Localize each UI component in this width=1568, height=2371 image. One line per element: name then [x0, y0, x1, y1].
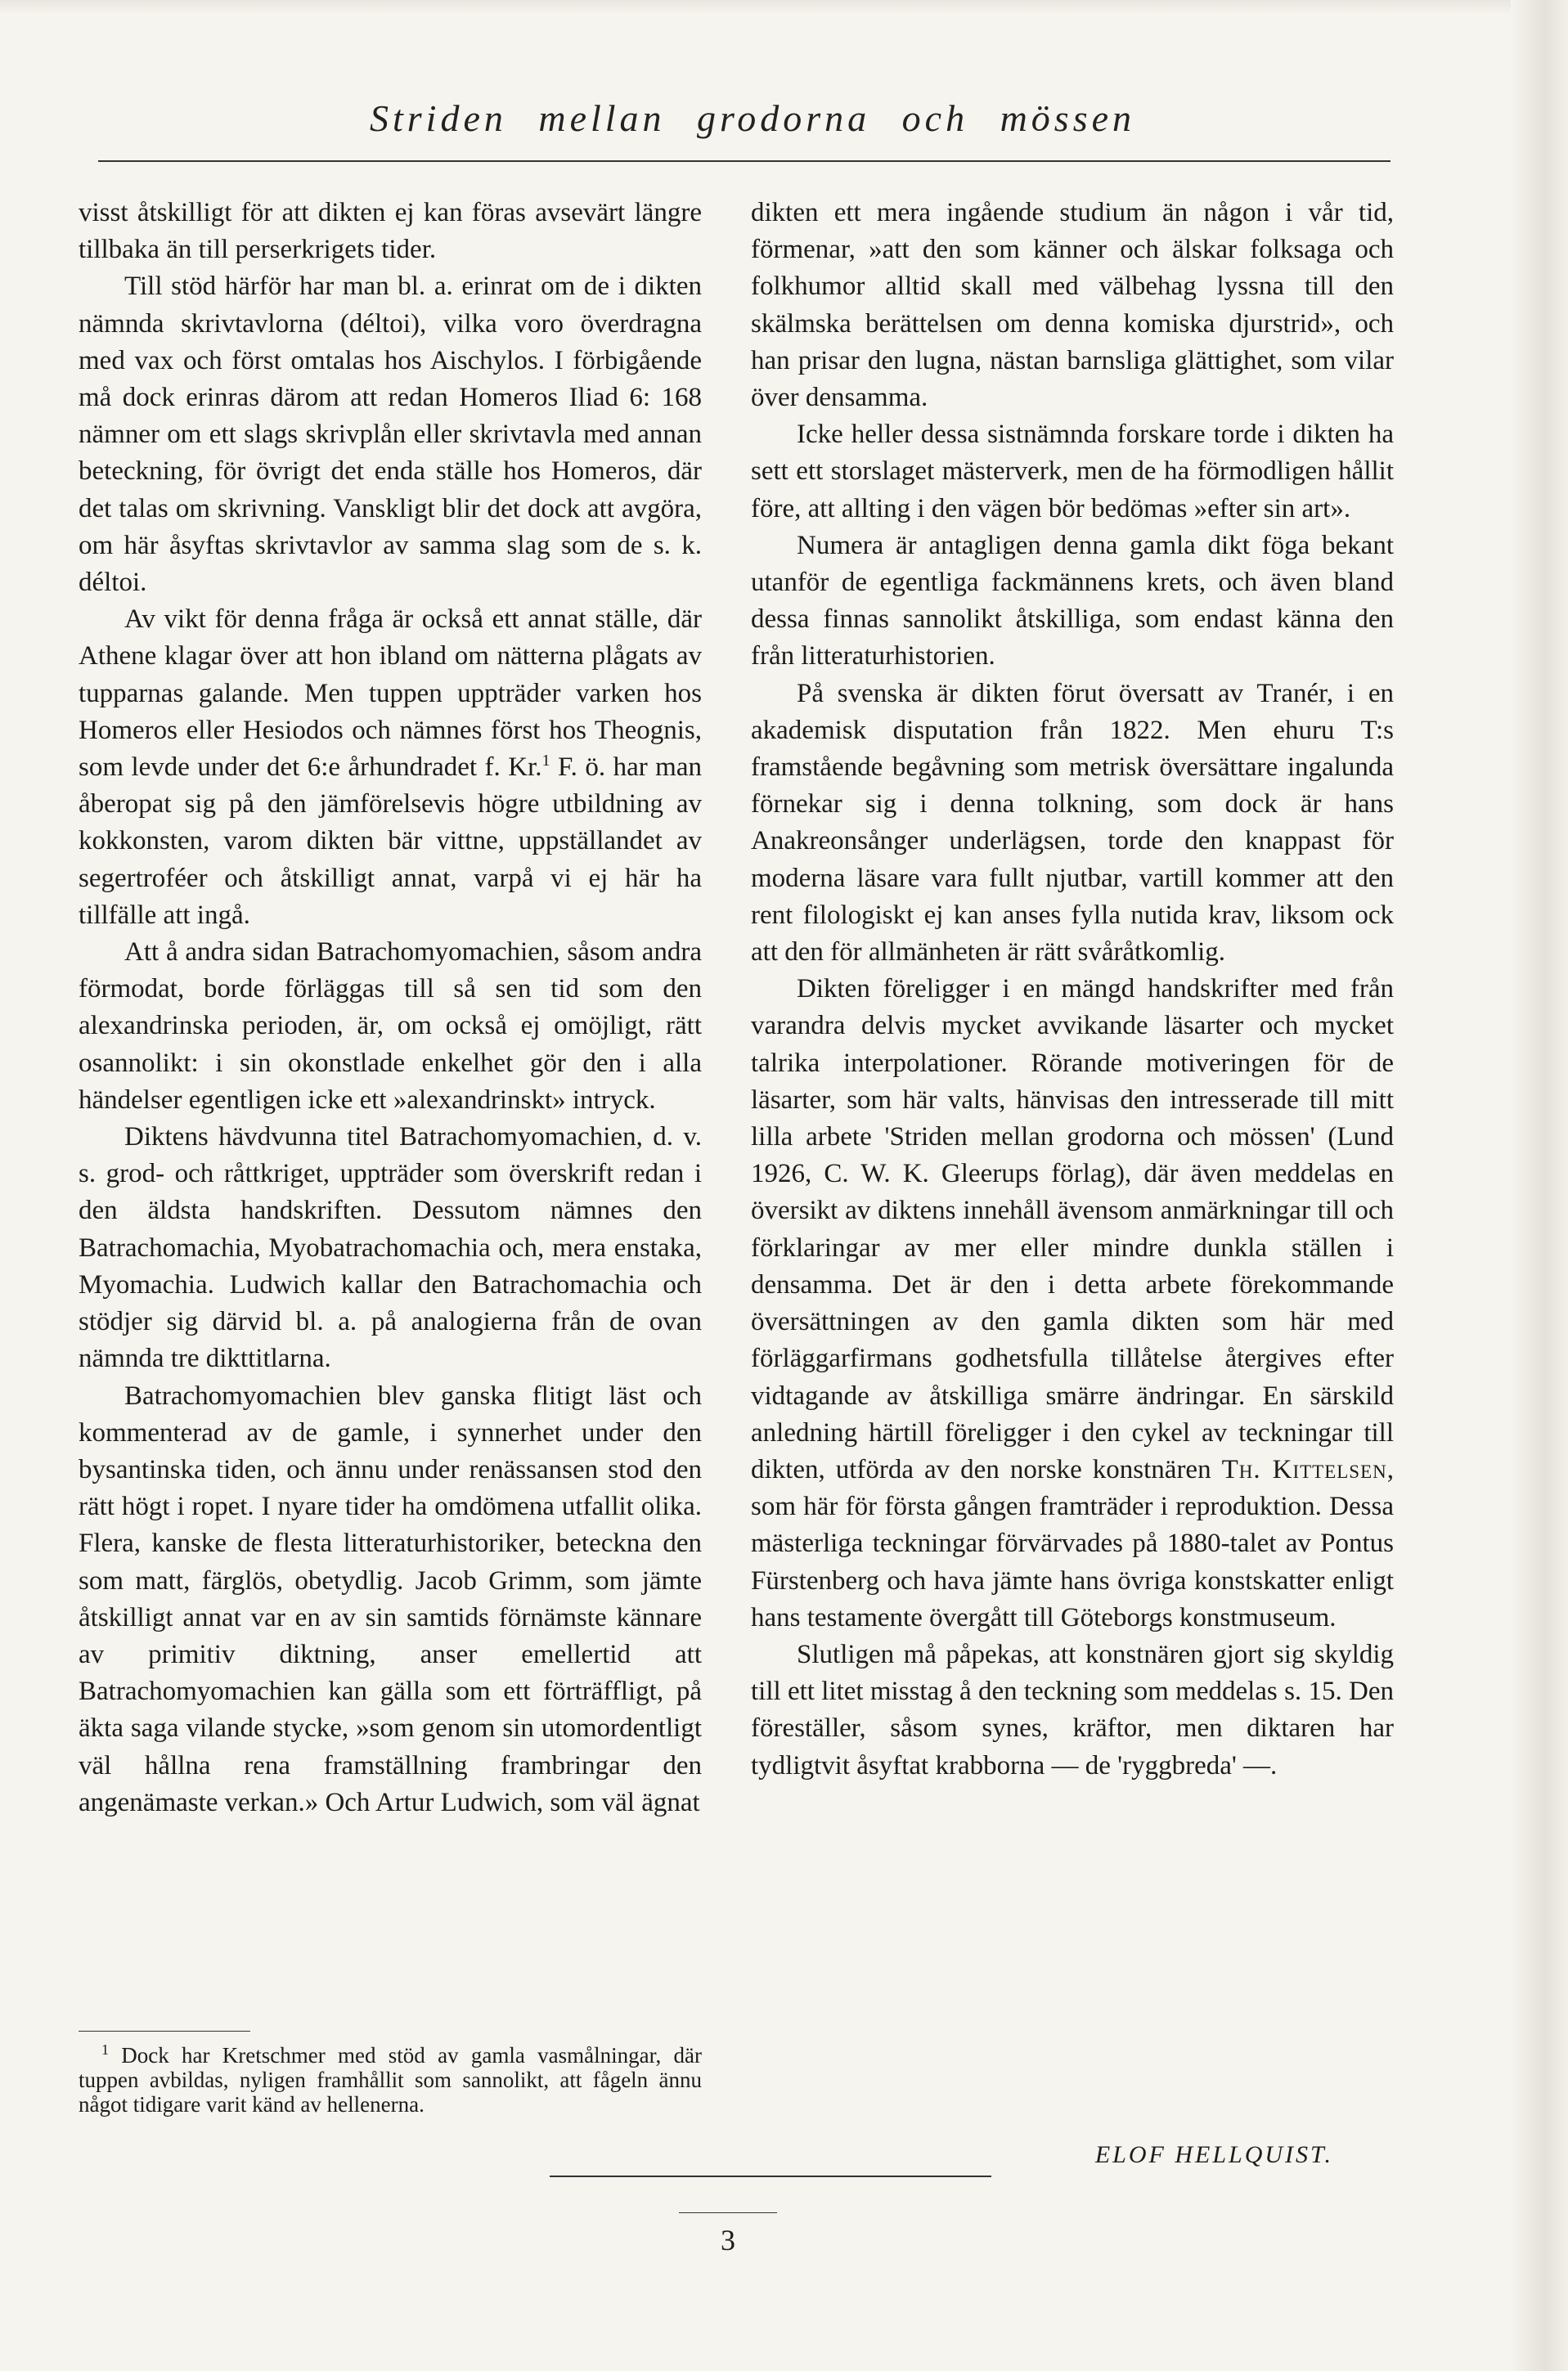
footnote-reference: 1	[541, 752, 550, 770]
paragraph: Diktens hävdvunna titel Batrachomyomachien, d. v. s. grod- och råttkriget, uppträder som överskrift redan i den äldsta handskriften. Dessutom nämnes den Batrachomachia, Myobatrachomachia och, mera enstaka, Myomachia. Ludwich kallar den Batrachomachia och stödjer sig därvid bl. a. på analogierna från de ovan nämnda tre dikttitlarna.	[79, 1122, 702, 1374]
footnote-rule	[79, 2031, 250, 2032]
paragraph: På svenska är dikten förut översatt av Tranér, i en akademisk disputation från 1822. Men ehuru T:s framstående begåvning som metrisk översättare ingalunda förnekar sig i denna tolkning, som dock är hans Anakreonsånger underlägsen, torde den knappast för moderna läsare vara fullt njutbar, vartill kommer att den rent filologiskt ej kan anses fylla nutida krav, liksom ock att den för allmänheten är rätt svåråtkomlig.	[751, 678, 1394, 968]
page-number-rule	[679, 2212, 777, 2213]
page-right-edge	[1511, 0, 1568, 2371]
header-rule	[98, 160, 1391, 162]
paragraph	[751, 971, 1394, 1637]
left-column	[79, 195, 702, 1821]
paragraph: Att å andra sidan Batrachomyomachien, såsom andra förmodat, borde förläggas till så sen tid som den alexandrinska perioden, är, om också ej omöjligt, rätt osannolikt: i sin okonstlade enkelhet gör den i alla händelser egentligen icke ett »alexandrinskt» intryck.	[79, 937, 702, 1115]
paragraph-text: Dikten föreligger i en mängd handskrifter med från varandra delvis mycket avvikande läsarter och mycket talrika interpolationer. Rörande motiveringen för de läsarter, som här valts, hänvisas den intresserade till mitt lilla arbete 'Striden mellan grodorna och mössen' (Lund 1926, C. W. K. Gleerups förlag), där även meddelas en översikt av diktens innehåll ävensom anmärkningar till och förklaringar av mer eller mindre dunkla ställen i densamma. Det är den i detta arbete förekommande översättningen av den gamla dikten som här med förläggarfirmans godhetsfulla tillåtelse återgives efter vidtagande av åtskilliga smärre ändringar. En särskild anledning härtill föreligger i den cykel av teckningar till dikten, utförda av den norske konstnären	[751, 974, 1394, 1484]
paragraph: dikten ett mera ingående studium än någon i vår tid, förmenar, »att den som känner och älskar folksaga och folkhumor alltid skall med välbehag lyssna till den skälmska berättelsen om denna komiska djurstrid», och han prisar den lugna, nästan barnsliga glättighet, som vilar över densamma.	[751, 198, 1394, 413]
paragraph: Till stöd härför har man bl. a. erinrat om de i dikten nämnda skrivtavlorna (déltoi), vilka voro överdragna med vax och först omtalas hos Aischylos. I förbigående må dock erinras därom att redan Homeros Iliad 6: 168 nämner om ett slags skrivplån eller skrivtavla med annan beteckning, för övrigt det enda ställe hos Homeros, där det talas om skrivning. Vanskligt blir det dock att avgöra, om här åsyftas skrivtavlor av samma slag som de s. k. déltoi.	[79, 272, 702, 598]
paragraph	[79, 601, 702, 934]
page-number: 3	[721, 2224, 735, 2256]
footnote	[79, 2043, 702, 2117]
paragraph-text: Av vikt för denna fråga är också ett annat ställe, där Athene klagar över att hon ibland om nätterna plågats av tupparnas galande. Men tuppen uppträder varken hos Homeros eller Hesiodos och nämnes först hos Theognis, som levde under det 6:e århundradet f. Kr.	[79, 604, 702, 783]
paragraph: Icke heller dessa sistnämnda forskare torde i dikten ha sett ett storslaget mästerverk, men de ha förmodligen hållit före, att allting i den vägen bör bedömas »efter sin art».	[751, 420, 1394, 523]
paragraph: Numera är antagligen denna gamla dikt föga bekant utanför de egentliga fackmännens krets, och även bland dessa finnas sannolikt åtskilliga, som endast känna den från litteraturhistorien.	[751, 530, 1394, 671]
closing-rule	[550, 2176, 991, 2177]
paragraph: Slutligen må påpekas, att konstnären gjort sig skyldig till ett litet misstag å den teckning som meddelas s. 15. Den föreställer, såsom synes, kräftor, men diktaren har tydligtvit åsyftat krabborna — de 'ryggbreda' —.	[751, 1639, 1394, 1780]
running-title: Striden mellan grodorna och mössen	[369, 97, 1136, 139]
author-signature: ELOF HELLQUIST.	[1094, 2141, 1333, 2168]
artist-name: Th. Kittelsen	[1221, 1454, 1387, 1484]
paragraph-text: , som här för första gången framträder i reproduktion. Dessa mästerliga teckningar förvärvades på 1880-talet av Pontus Fürstenberg och hava jämte hans övriga konstskatter enligt hans testamente övergått till Göteborgs konstmuseum.	[751, 1454, 1394, 1632]
paragraph-text: F. ö. har man åberopat sig på den jämförelsevis högre utbildning av kokkonsten, varom dikten bär vittne, uppställandet av segertroféer och åtskilligt annat, varpå vi ej här ha tillfälle att ingå.	[79, 752, 702, 930]
page-top-edge	[0, 0, 1568, 15]
paragraph: Batrachomyomachien blev ganska flitigt läst och kommenterad av de gamle, i synnerhet under den bysantinska tiden, och ännu under renässansen stod den rätt högt i ropet. I nyare tider ha omdömena utfallit olika. Flera, kanske de flesta litteraturhistoriker, beteckna den som matt, färglös, obetydlig. Jacob Grimm, som jämte åtskilligt annat var en av sin samtids förnämste kännare av primitiv diktning, anser emellertid att Batrachomyomachien kan gälla som ett förträffligt, på äkta saga vilande stycke, »som genom sin utomordentligt väl hållna rena framställning frambringar den angenämaste verkan.» Och Artur Ludwich, som väl ägnat	[79, 1381, 702, 1817]
paragraph: visst åtskilligt för att dikten ej kan föras avsevärt längre tillbaka än till perserkrigets tider.	[79, 198, 702, 265]
footnote-mark: 1	[101, 2041, 109, 2058]
footnote-text: Dock har Kretschmer med stöd av gamla vasmålningar, där tuppen avbildas, nyligen framhållit som sannolikt, att fågeln ännu något tidigare varit känd av hellenerna.	[79, 2043, 702, 2117]
right-column	[751, 195, 1394, 1785]
